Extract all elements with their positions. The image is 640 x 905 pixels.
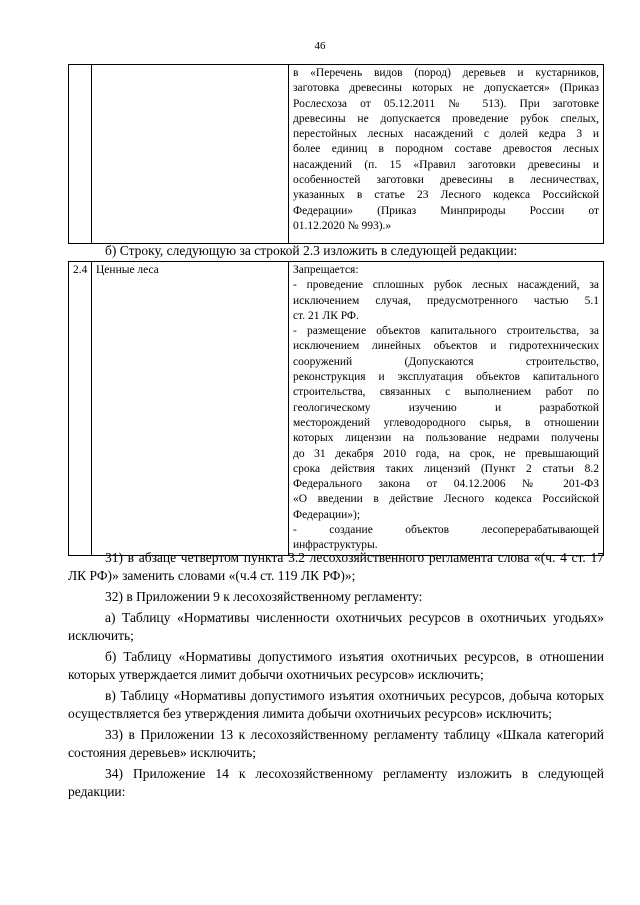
cell-text-line: инфраструктуры. (293, 539, 378, 552)
page-number: 46 (314, 40, 326, 52)
cell-text-line: сооружений (Допускаются строительство, (293, 355, 599, 368)
cell-text-line: исключением случая, предусмотренного частью 5.1 (293, 294, 599, 307)
cell-text-line: которых лицензии на пользование недрами получены (293, 432, 599, 445)
document-body (68, 549, 604, 804)
cell-text-line: Федерации» (Приказ Минприроды России от (293, 204, 599, 217)
row-content-cell (289, 262, 604, 556)
row-number-cell: 2.4 (69, 262, 92, 556)
cell-text-line: указанных в статье 23 Лесного кодекса Российской (293, 189, 599, 202)
cell-text-line: более единиц в породном составе древостоя лесных (293, 143, 599, 156)
cell-text-line: геологическому изучению и разработкой (293, 401, 599, 414)
cell-text-line: до 31 декабря 2010 года, на срок, не превышающий (293, 447, 599, 460)
paragraph-34: 34) Приложение 14 к лесохозяйственному регламенту изложить в следующей редакции: (68, 766, 604, 799)
cell-text-line: строительства, связанных с выполнением работ по (293, 386, 599, 399)
cell-text-line: Федерального закона от 04.12.2006 № 201-ФЗ (293, 478, 599, 491)
cell-text-line: заготовка древесины которых не допускается» (Приказ (293, 82, 599, 95)
regulation-table-continued (68, 64, 604, 244)
row-name-cell: Ценные леса (92, 262, 289, 556)
cell-text-line: - проведение сплошных рубок лесных насаждений, за (293, 279, 599, 292)
cell-text-line: - создание объектов лесоперерабатывающей (293, 524, 599, 537)
cell-text-line: срока действия таких лицензий (Пункт 2 статьи 8.2 (293, 462, 599, 475)
row-content-cell (289, 65, 604, 244)
cell-text-line: месторождений углеводородного сырья, в отношении (293, 416, 599, 429)
paragraph-32c: в) Таблицу «Нормативы допустимого изъятия охотничьих ресурсов, добыча которых осуществляется без утверждения лимита добычи охотничьих ресурсов» исключить; (68, 688, 604, 721)
cell-text-line: - размещение объектов капитального строительства, за (293, 325, 599, 338)
instruction-line-b: б) Строку, следующую за строкой 2.3 изложить в следующей редакции: (105, 243, 518, 258)
cell-text-line: реконструкция и эксплуатация объектов капитального (293, 371, 599, 384)
paragraph-32b: б) Таблицу «Нормативы допустимого изъятия охотничьих ресурсов, в отношении которых утверждается лимит добычи охотничьих ресурсов» исключить; (68, 649, 604, 682)
table-row (69, 65, 604, 244)
row-number-cell (69, 65, 92, 244)
cell-text-line: ст. 21 ЛК РФ. (293, 309, 359, 322)
cell-text-line: Федерации»); (293, 508, 361, 521)
table-row (69, 262, 604, 556)
cell-text-line: Рослесхоза от 05.12.2011 № 513). При заготовке (293, 97, 599, 110)
regulation-table-new-row (68, 261, 604, 556)
cell-text-line: древесины не допускается проведение рубок спелых, (293, 112, 599, 125)
cell-text-line: в «Перечень видов (пород) деревьев и кустарников, (293, 67, 599, 79)
cell-text-line: особенностей заготовки древесины в лесничествах, (293, 174, 599, 187)
cell-text-line: исключением линейных объектов и гидротехнических (293, 340, 599, 353)
paragraph-32: 32) в Приложении 9 к лесохозяйственному регламенту: (105, 588, 423, 604)
paragraph-33: 33) в Приложении 13 к лесохозяйственному регламенту таблицу «Шкала категорий состояния деревьев» исключить; (68, 727, 604, 760)
cell-text-line: перестойных лесных насаждений с долей кедра 3 и (293, 128, 599, 141)
cell-text-line: 01.12.2020 № 993).» (293, 219, 392, 232)
paragraph-31: 31) в абзаце четвертом пункта 3.2 лесохозяйственного регламента слова «(ч. 4 ст. 17 ЛК РФ)» заменить словами «(ч.4 ст. 119 ЛК РФ)»; (68, 550, 604, 583)
cell-text-line: Запрещается: (293, 264, 359, 276)
cell-text-line: насаждений (п. 15 «Правил заготовки древесины и (293, 158, 599, 171)
paragraph-32a: а) Таблицу «Нормативы численности охотничьих ресурсов в охотничьих угодьях» исключить; (68, 610, 604, 643)
cell-text-line: «О введении в действие Лесного кодекса Российской (293, 493, 599, 506)
row-name-cell (92, 65, 289, 244)
